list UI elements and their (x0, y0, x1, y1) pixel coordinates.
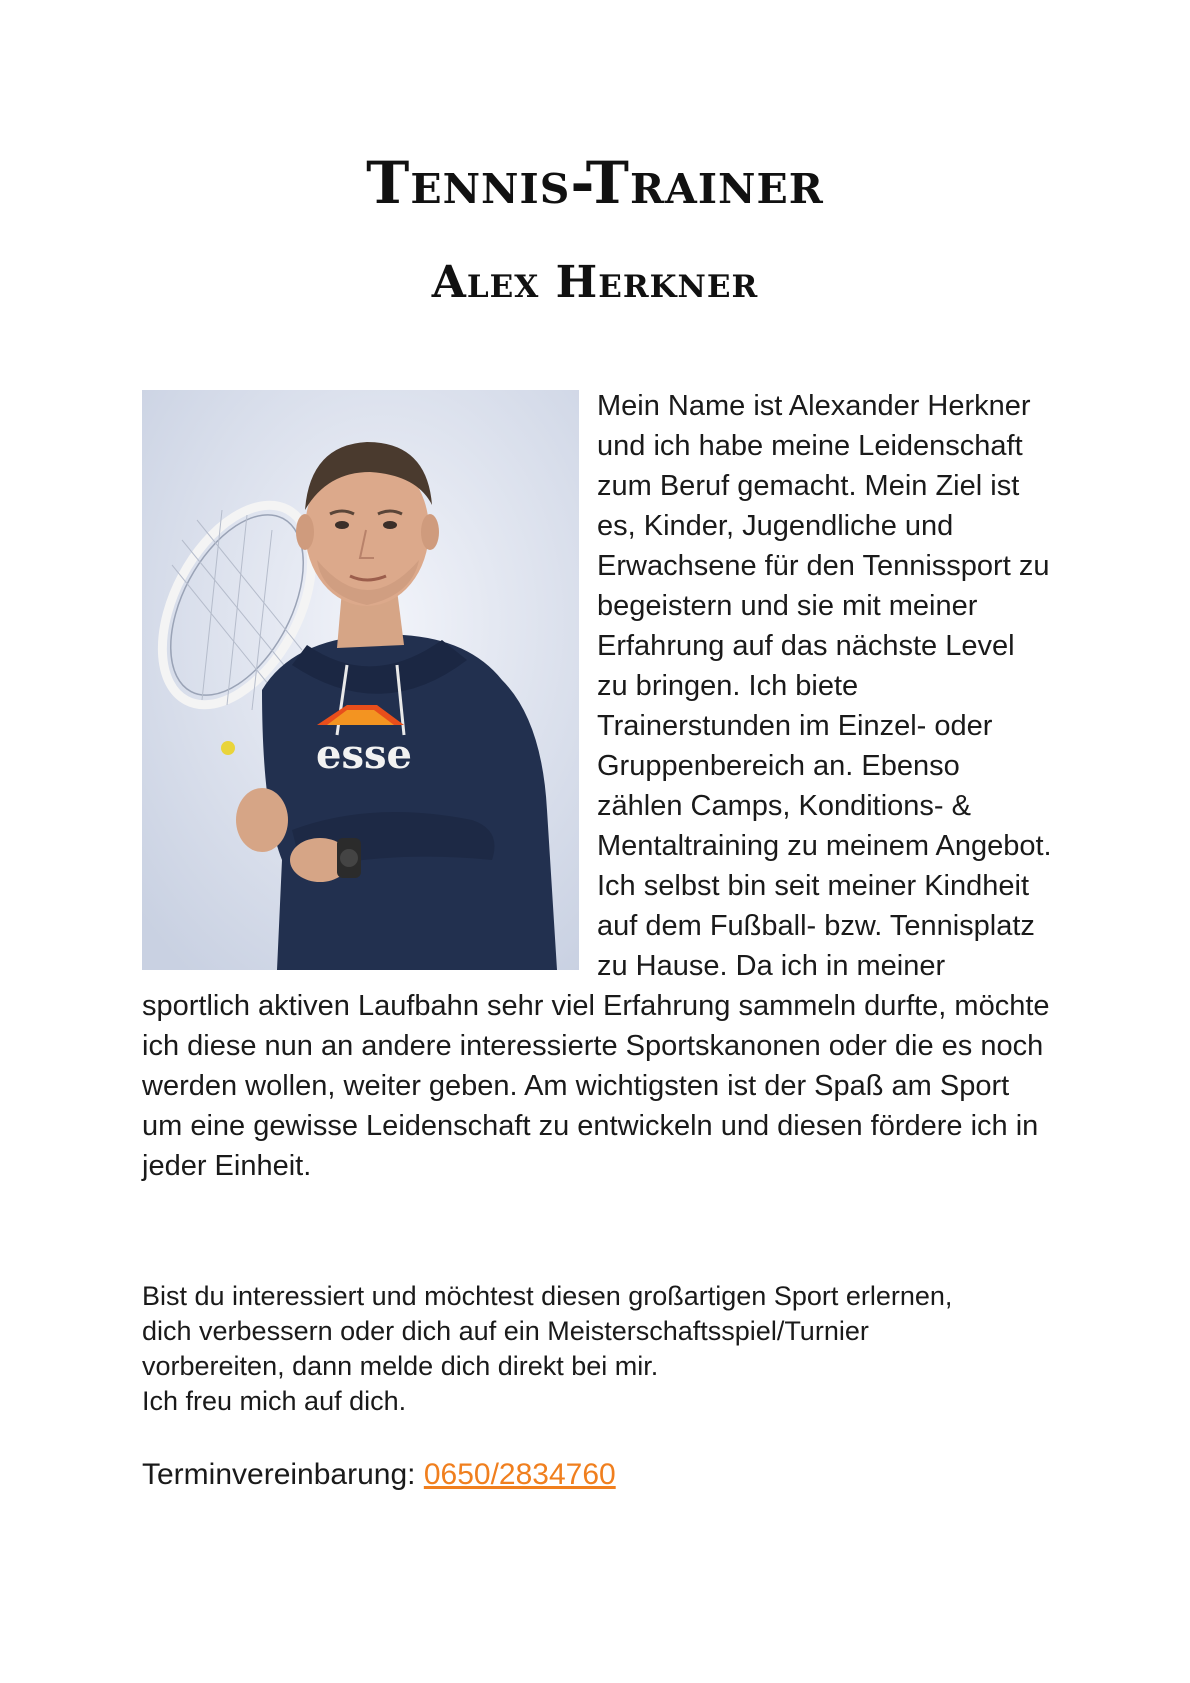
bio-text: Mein Name ist Alexander Herkner und ich habe meine Leidenschaft zum Beruf gemacht. Mein Ziel ist es, Kinder, Jugendliche und Erwachsene für den Tennissport zu begeistern und sie mit meiner Erfahrung auf das nächste Level zu bringen. Ich biete Trainerstunden im Einzel- oder Gruppenbereich an. Ebenso zählen Camps, Konditions- & Mentaltraining zu meinem Angebot. Ich selbst bin seit meiner Kindheit auf dem Fußball- bzw. Tennisplatz zu Hause. Da ich in meiner sportlich aktiven Laufbahn sehr viel Erfahrung sammeln durfte, möchte ich diese nun an andere interessierte Sportskanonen oder die es noch werden wollen, weiter geben. Am wichtigsten ist der Spaß am Sport um eine gewisse Leidenschaft zu entwickeln und diesen fördere ich in jeder Einheit. (142, 390, 1052, 1182)
invitation-line: dich verbessern oder dich auf ein Meisterschaftsspiel/Turnier (142, 1316, 869, 1346)
bio-section (142, 386, 1052, 1186)
invitation-text (142, 1279, 1062, 1419)
invitation-line: Bist du interessiert und möchtest diesen großartigen Sport erlernen, (142, 1281, 953, 1311)
phone-link[interactable]: 0650/2834760 (423, 1458, 616, 1491)
svg-text:esse: esse (316, 731, 412, 778)
page-title: Tennis-Trainer (366, 149, 824, 217)
invitation-line: Ich freu mich auf dich. (142, 1386, 407, 1416)
trainer-name: Alex Herkner (431, 257, 759, 308)
appointment-label: Terminvereinbarung: (142, 1458, 416, 1491)
invitation-line: vorbereiten, dann melde dich direkt bei mir. (142, 1351, 659, 1381)
trainer-photo (142, 390, 579, 970)
appointment-contact (142, 1455, 616, 1495)
